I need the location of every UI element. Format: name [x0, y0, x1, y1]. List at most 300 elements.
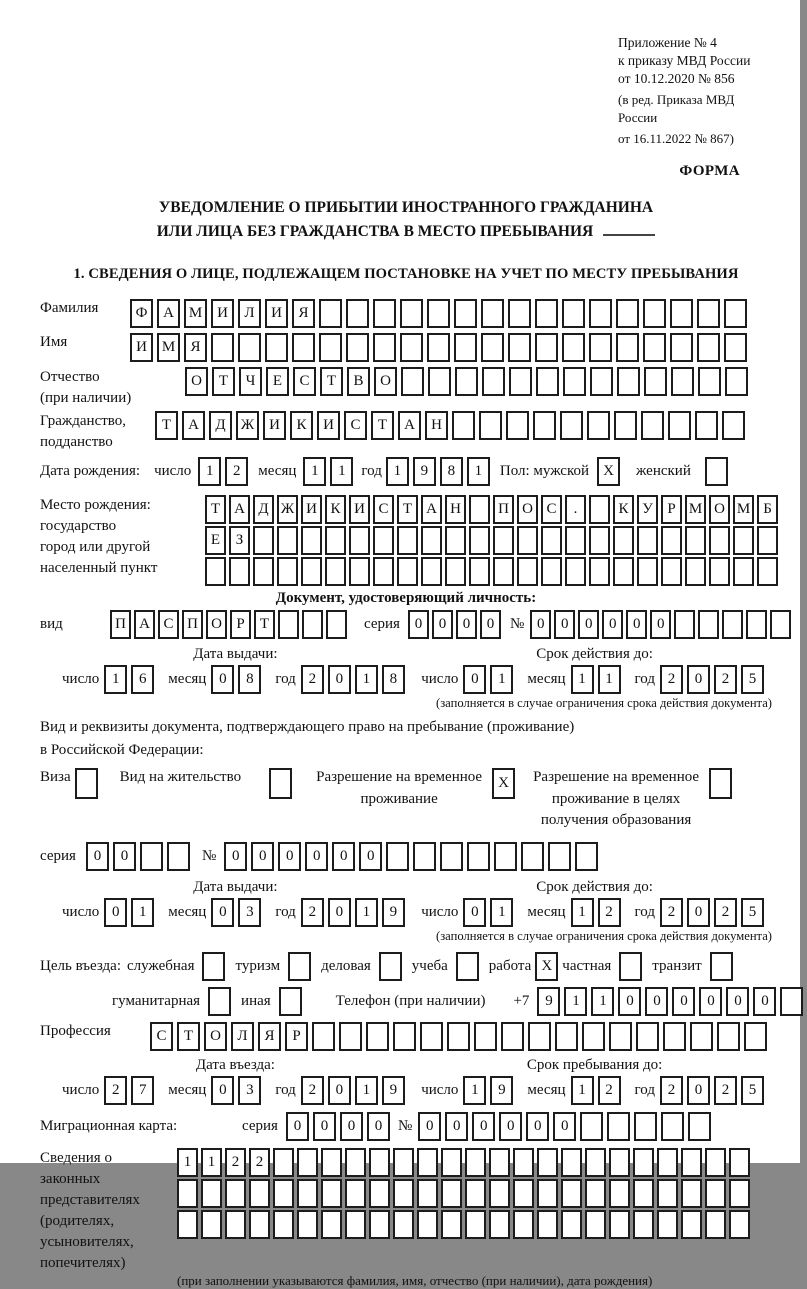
permit-issue-day-cells — [104, 898, 158, 927]
form-cell: 8 — [440, 457, 463, 486]
migcard-series-label: серия — [242, 1117, 278, 1134]
form-cell: К — [325, 495, 346, 524]
form-cell: О — [374, 367, 397, 396]
form-cell: И — [130, 333, 153, 362]
form-cell — [238, 333, 261, 362]
form-cell — [469, 495, 490, 524]
form-cell — [541, 557, 562, 586]
form-cell — [373, 526, 394, 555]
form-cell: 1 — [355, 1076, 378, 1105]
form-cell: 5 — [741, 898, 764, 927]
form-cell — [641, 411, 664, 440]
form-cell: М — [733, 495, 754, 524]
form-cell — [614, 411, 637, 440]
form-cell — [427, 299, 450, 328]
form-cell: П — [182, 610, 203, 639]
form-cell — [657, 1148, 678, 1177]
name-row — [40, 333, 772, 362]
stay-day-cells — [463, 1076, 517, 1105]
form-cell — [481, 333, 504, 362]
passport-dates-row — [40, 646, 772, 694]
form-cell: Ж — [236, 411, 259, 440]
identity-doc-row — [40, 610, 772, 639]
form-cell — [420, 1022, 443, 1051]
stay-until-group: Срок пребывания до: число 1 9 месяц 1 2 год 2 0 2 5 — [421, 1057, 768, 1105]
form-cell: 0 — [445, 1112, 468, 1141]
valid-day-cells — [463, 665, 517, 694]
form-cell: 0 — [313, 1112, 336, 1141]
form-cell — [609, 1210, 630, 1239]
form-cell: 0 — [726, 987, 749, 1016]
form-cell: 2 — [598, 1076, 621, 1105]
form-cell: 0 — [332, 842, 355, 871]
phone-cells — [537, 987, 807, 1016]
form-cell — [637, 526, 658, 555]
form-cell: Т — [397, 495, 418, 524]
form-cell: А — [134, 610, 155, 639]
form-cell — [325, 557, 346, 586]
form-cell — [211, 333, 234, 362]
form-cell: Ф — [130, 299, 153, 328]
residence-permit-checkbox — [269, 768, 292, 799]
form-cell: Е — [266, 367, 289, 396]
form-cell — [725, 367, 748, 396]
form-cell: 1 — [571, 898, 594, 927]
entry-purpose-label: Цель въезда: — [40, 957, 121, 974]
form-cell: 2 — [104, 1076, 127, 1105]
form-cell — [302, 610, 323, 639]
entry-date-group: Дата въезда: число 2 7 месяц 0 3 год 2 0 1 9 — [62, 1057, 409, 1105]
form-cell: 0 — [699, 987, 722, 1016]
form-cell — [668, 411, 691, 440]
form-cell — [757, 526, 778, 555]
form-cell: 1 — [386, 457, 409, 486]
form-cell — [695, 411, 718, 440]
phone-label: Телефон (при наличии) — [335, 992, 486, 1009]
form-cell — [729, 1179, 750, 1208]
form-cell: 0 — [499, 1112, 522, 1141]
form-cell: 9 — [382, 898, 405, 927]
temp-residence-education-checkbox — [709, 768, 732, 799]
form-cell — [301, 557, 322, 586]
birth-month-cells — [303, 457, 357, 486]
form-cell — [705, 1179, 726, 1208]
gender-male-checkbox: X — [597, 457, 620, 486]
birth-day-cells — [198, 457, 252, 486]
form-cell — [441, 1210, 462, 1239]
form-cell: 0 — [687, 665, 710, 694]
form-cell — [177, 1210, 198, 1239]
form-cell — [582, 1022, 605, 1051]
form-cell — [560, 411, 583, 440]
form-cell: 0 — [472, 1112, 495, 1141]
form-cell — [681, 1179, 702, 1208]
form-cell — [312, 1022, 335, 1051]
valid-month-cells — [571, 665, 625, 694]
form-cell — [537, 1179, 558, 1208]
purpose-private-checkbox — [619, 952, 642, 981]
form-cell: 2 — [598, 898, 621, 927]
legal-reps-note: (при заполнении указываются фамилия, имя, отчество (при наличии), дата рождения) — [177, 1273, 653, 1289]
form-cell — [140, 842, 163, 871]
purpose-study-checkbox — [456, 952, 479, 981]
form-cell — [633, 1148, 654, 1177]
surname-label: Фамилия — [40, 299, 99, 316]
form-cell — [685, 557, 706, 586]
form-cell: Ж — [277, 495, 298, 524]
form-cell: 2 — [714, 1076, 737, 1105]
form-cell: Л — [238, 299, 261, 328]
form-cell: С — [150, 1022, 173, 1051]
form-cell — [565, 526, 586, 555]
form-cell — [493, 526, 514, 555]
form-cell: А — [182, 411, 205, 440]
form-cell — [509, 367, 532, 396]
form-cell — [454, 333, 477, 362]
form-cell: 0 — [753, 987, 776, 1016]
form-cell: 2 — [249, 1148, 270, 1177]
form-cell — [685, 526, 706, 555]
form-cell — [481, 299, 504, 328]
form-cell: 0 — [113, 842, 136, 871]
legal-reps-block — [40, 1148, 772, 1289]
form-cell — [589, 299, 612, 328]
form-cell — [319, 299, 342, 328]
form-cell: П — [110, 610, 131, 639]
legal-reps-row-1 — [177, 1148, 753, 1177]
form-cell — [722, 411, 745, 440]
form-cell: 2 — [714, 898, 737, 927]
form-cell: 0 — [456, 610, 477, 639]
form-cell: 6 — [131, 665, 154, 694]
form-cell: 1 — [177, 1148, 198, 1177]
form-cell: 1 — [198, 457, 221, 486]
form-cell — [562, 299, 585, 328]
form-cell — [447, 1022, 470, 1051]
form-cell — [421, 557, 442, 586]
form-cell: 0 — [645, 987, 668, 1016]
form-cell: О — [517, 495, 538, 524]
form-cell — [535, 333, 558, 362]
profession-row — [40, 1022, 772, 1051]
form-cell — [401, 367, 424, 396]
form-cell: С — [541, 495, 562, 524]
purpose-business-checkbox — [379, 952, 402, 981]
form-cell: 8 — [238, 665, 261, 694]
identity-doc-heading: Документ, удостоверяющий личность: — [275, 589, 537, 606]
form-cell — [467, 842, 490, 871]
issue-date-title: Дата выдачи: — [193, 645, 278, 662]
form-cell — [249, 1179, 270, 1208]
form-cell — [535, 299, 558, 328]
form-cell — [229, 557, 250, 586]
purpose-humanitarian-checkbox — [208, 987, 231, 1016]
form-cell — [452, 411, 475, 440]
form-cell — [613, 526, 634, 555]
form-cell: Е — [205, 526, 226, 555]
entry-day-cells — [104, 1076, 158, 1105]
form-cell — [661, 1112, 684, 1141]
form-cell: А — [157, 299, 180, 328]
form-cell: 0 — [211, 665, 234, 694]
form-cell — [493, 557, 514, 586]
form-cell: А — [398, 411, 421, 440]
form-cell: 0 — [530, 610, 551, 639]
form-cell: Я — [184, 333, 207, 362]
form-cell — [465, 1179, 486, 1208]
form-cell: 0 — [211, 898, 234, 927]
annex-edit-line: от 16.11.2022 № 867) — [618, 130, 735, 146]
form-cell: О — [185, 367, 208, 396]
form-cell: 0 — [553, 1112, 576, 1141]
name-cells — [130, 333, 751, 362]
form-cell — [722, 610, 743, 639]
form-cell — [661, 526, 682, 555]
form-cell — [474, 1022, 497, 1051]
form-cell — [589, 526, 610, 555]
form-cell — [563, 367, 586, 396]
form-cell — [607, 1112, 630, 1141]
form-cell — [561, 1210, 582, 1239]
legal-reps-row-3 — [177, 1210, 753, 1239]
form-cell — [643, 333, 666, 362]
form-cell — [644, 367, 667, 396]
migcard-number-cells — [418, 1112, 715, 1141]
form-cell: Т — [205, 495, 226, 524]
issue-day-cells — [104, 665, 158, 694]
form-cell — [297, 1210, 318, 1239]
permit-number-label: № — [201, 847, 217, 864]
form-cell: 0 — [86, 842, 109, 871]
form-cell: В — [347, 367, 370, 396]
form-cell: Р — [661, 495, 682, 524]
form-cell — [428, 367, 451, 396]
profession-label: Профессия — [40, 1023, 111, 1040]
permit-valid-day-cells — [463, 898, 517, 927]
form-cell — [590, 367, 613, 396]
form-cell — [445, 557, 466, 586]
form-cell: М — [157, 333, 180, 362]
form-cell — [528, 1022, 551, 1051]
form-cell: 0 — [224, 842, 247, 871]
form-cell — [339, 1022, 362, 1051]
form-cell — [445, 526, 466, 555]
form-cell: 0 — [408, 610, 429, 639]
form-cell — [482, 367, 505, 396]
valid-year-cells — [660, 665, 768, 694]
form-cell: 0 — [328, 898, 351, 927]
migcard-number-label: № — [397, 1117, 413, 1134]
form-cell — [494, 842, 517, 871]
option-residence-permit: Вид на жительство — [120, 767, 292, 799]
form-cell — [555, 1022, 578, 1051]
permit-dates-row — [40, 879, 772, 927]
form-cell: 0 — [554, 610, 575, 639]
annex-edit-line: (в ред. Приказа МВД России — [618, 92, 735, 125]
form-cell — [541, 526, 562, 555]
form-cell: Т — [177, 1022, 200, 1051]
form-cell: И — [265, 299, 288, 328]
purpose-official-checkbox — [202, 952, 225, 981]
birth-year-cells — [386, 457, 494, 486]
form-cell — [427, 333, 450, 362]
form-cell: 1 — [571, 1076, 594, 1105]
form-cell — [609, 1179, 630, 1208]
form-cell — [345, 1210, 366, 1239]
birthdate-row — [40, 457, 772, 486]
form-cell — [636, 1022, 659, 1051]
form-cell: 1 — [467, 457, 490, 486]
citizenship-cells — [155, 411, 749, 440]
form-cell — [479, 411, 502, 440]
form-cell — [637, 557, 658, 586]
form-cell: К — [613, 495, 634, 524]
form-cell: 0 — [480, 610, 501, 639]
surname-row — [40, 299, 772, 328]
stay-month-cells — [571, 1076, 625, 1105]
form-cell: 0 — [626, 610, 647, 639]
permit-series-row — [40, 842, 772, 871]
form-cell: 0 — [463, 665, 486, 694]
permit-issue-year-cells — [301, 898, 409, 927]
form-cell — [297, 1148, 318, 1177]
legal-reps-row-2 — [177, 1179, 753, 1208]
patronymic-cells — [185, 367, 752, 396]
form-cell — [780, 987, 803, 1016]
form-cell: 0 — [687, 898, 710, 927]
doc-series-cells — [408, 610, 504, 639]
entry-dates-row — [40, 1057, 772, 1105]
form-cell — [393, 1022, 416, 1051]
form-cell: 1 — [355, 898, 378, 927]
surname-cells — [130, 299, 751, 328]
form-cell — [455, 367, 478, 396]
form-cell — [709, 526, 730, 555]
form-cell — [321, 1210, 342, 1239]
form-cell — [319, 333, 342, 362]
form-cell: 2 — [225, 1148, 246, 1177]
form-cell: 1 — [490, 898, 513, 927]
form-cell — [562, 333, 585, 362]
form-cell — [616, 299, 639, 328]
form-cell — [697, 333, 720, 362]
form-cell — [670, 299, 693, 328]
migcard-series-cells — [286, 1112, 394, 1141]
form-cell: У — [637, 495, 658, 524]
form-cell: 2 — [301, 1076, 324, 1105]
form-cell: 9 — [413, 457, 436, 486]
form-cell — [724, 299, 747, 328]
form-cell: Ч — [239, 367, 262, 396]
form-cell — [489, 1179, 510, 1208]
form-cell — [633, 1179, 654, 1208]
form-cell — [729, 1210, 750, 1239]
form-cell: 2 — [660, 1076, 683, 1105]
legal-reps-cell-rows — [177, 1148, 753, 1289]
form-cell — [326, 610, 347, 639]
form-cell — [373, 299, 396, 328]
form-cell: 9 — [382, 1076, 405, 1105]
permit-series-cells — [86, 842, 194, 871]
title-line-1: УВЕДОМЛЕНИЕ О ПРИБЫТИИ ИНОСТРАННОГО ГРАЖДАНИНА — [158, 198, 654, 216]
form-cell: 0 — [251, 842, 274, 871]
doc-series-label: серия — [364, 615, 400, 632]
form-cell — [589, 333, 612, 362]
form-cell — [167, 842, 190, 871]
visa-checkbox — [75, 768, 98, 799]
form-cell: 1 — [131, 898, 154, 927]
form-cell: 1 — [330, 457, 353, 486]
birthdate-label: Дата рождения: — [40, 462, 141, 479]
form-cell: Н — [445, 495, 466, 524]
form-cell: Д — [253, 495, 274, 524]
form-cell — [278, 610, 299, 639]
form-cell — [321, 1179, 342, 1208]
year-label: год — [361, 462, 382, 479]
form-cell — [565, 557, 586, 586]
phone-prefix: +7 — [513, 992, 530, 1009]
form-cell — [744, 1022, 767, 1051]
form-cell: 0 — [367, 1112, 390, 1141]
form-cell: Р — [285, 1022, 308, 1051]
form-cell — [548, 842, 571, 871]
page-title — [40, 196, 772, 244]
form-cell — [292, 333, 315, 362]
form-cell: 0 — [328, 665, 351, 694]
patronymic-label: Отчество (при наличии) — [40, 368, 132, 406]
form-cell — [585, 1179, 606, 1208]
form-cell — [386, 842, 409, 871]
form-cell: 0 — [526, 1112, 549, 1141]
birthplace-label: Место рождения: государство город или другой населенный пункт — [40, 496, 158, 576]
temp-residence-checkbox: X — [492, 768, 515, 799]
form-cell: 0 — [418, 1112, 441, 1141]
form-cell — [373, 557, 394, 586]
form-cell: О — [206, 610, 227, 639]
birthplace-row-1 — [205, 495, 781, 524]
form-cell — [633, 1210, 654, 1239]
form-cell: 0 — [672, 987, 695, 1016]
form-cell — [417, 1179, 438, 1208]
form-cell — [253, 557, 274, 586]
form-cell: 5 — [741, 1076, 764, 1105]
month-label: месяц — [258, 462, 297, 479]
form-cell — [346, 333, 369, 362]
form-cell: 1 — [104, 665, 127, 694]
form-cell — [517, 526, 538, 555]
stay-until-title: Срок пребывания до: — [526, 1057, 663, 1074]
form-cell — [393, 1148, 414, 1177]
form-cell: М — [184, 299, 207, 328]
legal-reps-label: Сведения о законных представителях (родителях, усыновителях, попечителях) — [40, 1150, 140, 1272]
form-cell — [661, 557, 682, 586]
form-cell — [393, 1179, 414, 1208]
form-cell — [400, 333, 423, 362]
patronymic-row — [40, 367, 772, 409]
form-cell — [489, 1148, 510, 1177]
form-cell: И — [349, 495, 370, 524]
form-cell: Р — [230, 610, 251, 639]
form-cell: 3 — [238, 1076, 261, 1105]
form-cell: 1 — [564, 987, 587, 1016]
form-cell — [489, 1210, 510, 1239]
valid-until-title: Срок действия до: — [536, 645, 653, 662]
form-cell: 1 — [201, 1148, 222, 1177]
form-cell: 0 — [340, 1112, 363, 1141]
form-cell: К — [290, 411, 313, 440]
form-cell — [613, 557, 634, 586]
form-cell: О — [204, 1022, 227, 1051]
